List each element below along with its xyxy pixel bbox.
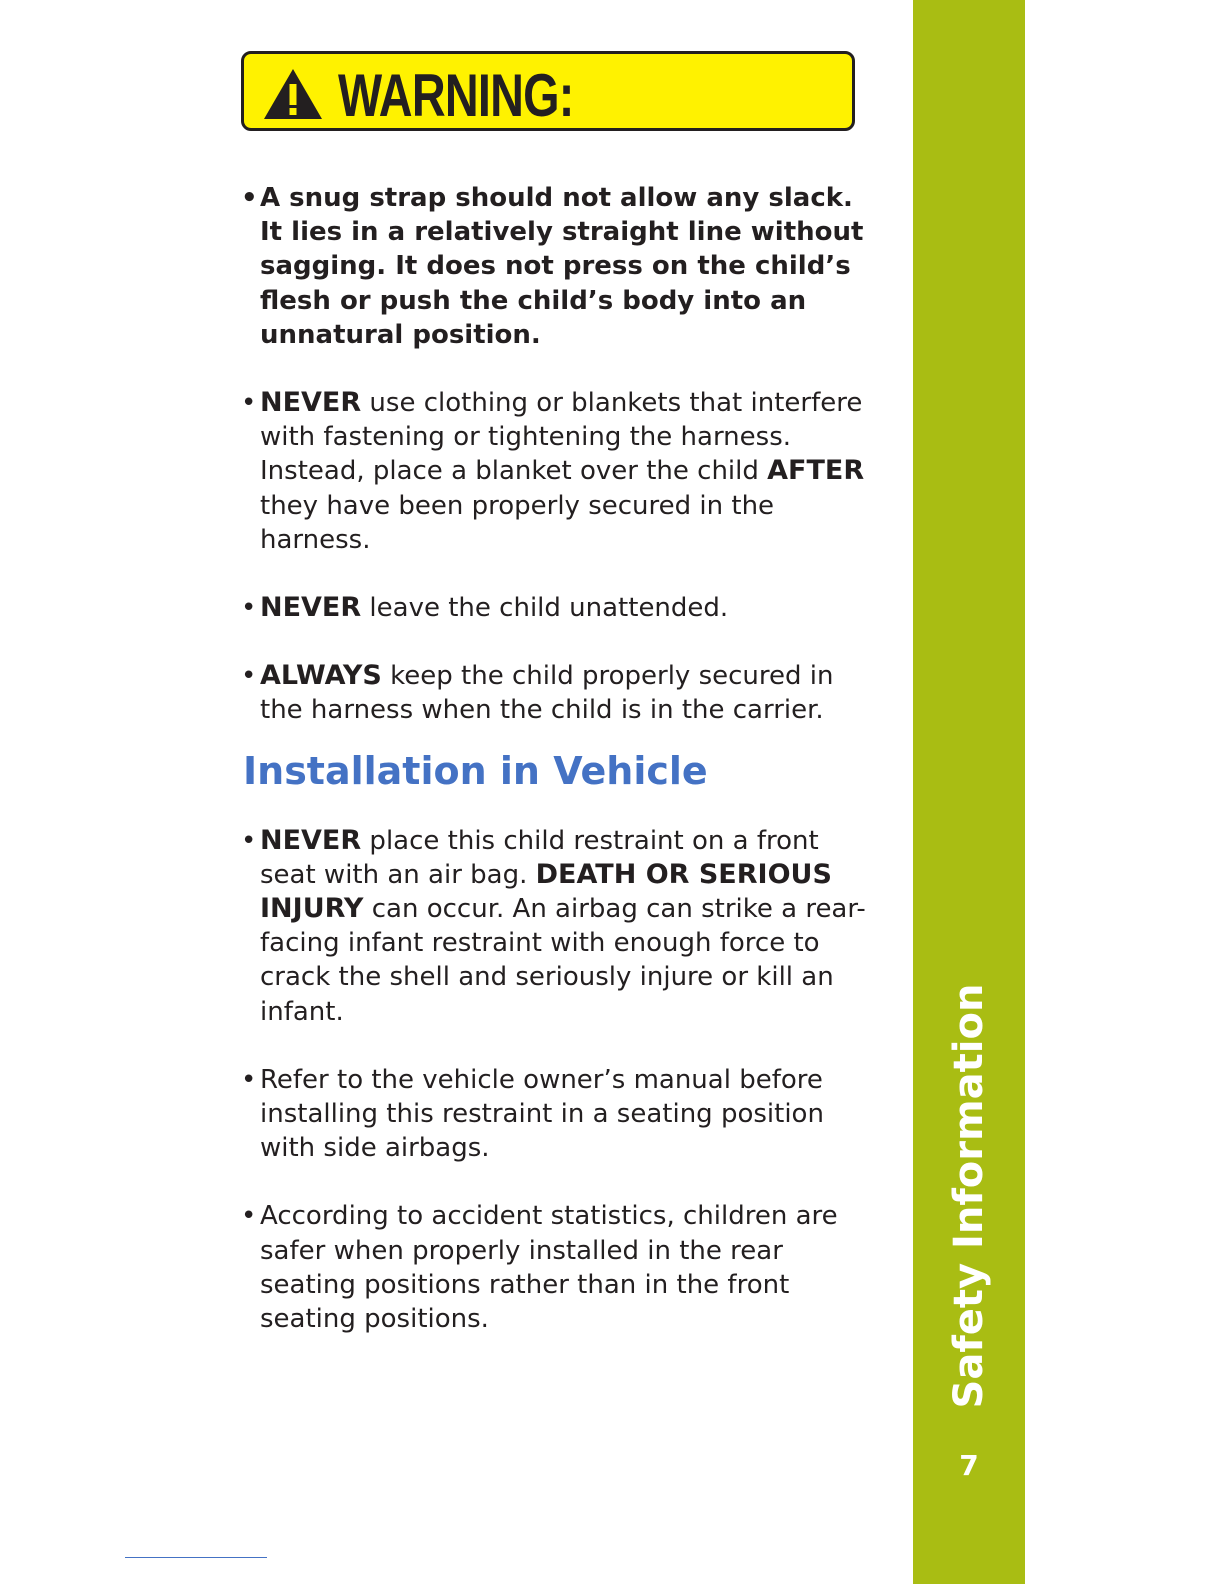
- warning-title: WARNING:: [338, 62, 574, 129]
- warning-item-text: A snug strap should not allow any slack. It lies in a relatively straight line without sagging. It does not press on the child’s flesh or push the child’s body into an unnatural position.: [260, 183, 864, 350]
- installation-item-text: Refer to the vehicle owner’s manual before installing this restraint in a seating position with side airbags.: [260, 1064, 824, 1164]
- installation-item-text: According to accident statistics, children are safer when properly installed in the rear seating positions rather than in the front seating positions.: [260, 1201, 838, 1335]
- warning-item-text: keep the child properly secured in the harness when the child is in the carrier.: [260, 661, 834, 726]
- warning-item-clothing: [241, 386, 881, 557]
- warning-item-text: they have been properly secured in the harness.: [260, 490, 775, 555]
- installation-item-emphasis: DEATH OR SERIOUS INJURY: [260, 858, 832, 925]
- warning-item-snug-strap: [241, 181, 881, 352]
- warning-item-secured: [241, 659, 881, 727]
- bullet: •: [241, 1201, 257, 1232]
- safety-content: [241, 181, 881, 1370]
- section-sidebar: [913, 0, 1025, 1584]
- warning-item-emphasis: AFTER: [767, 455, 865, 487]
- page-number: 7: [959, 1449, 979, 1482]
- warning-item-lead: NEVER: [260, 592, 362, 624]
- bullet: •: [241, 593, 257, 624]
- installation-item-statistics: [241, 1199, 881, 1336]
- bullet: •: [241, 661, 257, 692]
- bullet: •: [241, 1064, 257, 1095]
- warning-banner: [241, 51, 855, 131]
- warning-item-text: leave the child unattended.: [361, 593, 729, 624]
- sidebar-section-label: Safety Information: [946, 983, 992, 1409]
- warning-item-text: use clothing or blankets that interfere with fastening or tightening the harness. Instead, place a blanket over the child: [260, 388, 863, 487]
- installation-heading: Installation in Vehicle: [243, 748, 708, 793]
- installation-item-owners-manual: [241, 1063, 881, 1166]
- installation-item-airbag: [241, 824, 881, 1029]
- warning-item-lead: ALWAYS: [260, 660, 382, 692]
- bullet: •: [241, 825, 257, 856]
- bullet: •: [241, 183, 258, 213]
- warning-item-unattended: [241, 591, 881, 625]
- warning-triangle-icon: [262, 67, 324, 121]
- footnote-divider: [125, 1557, 267, 1558]
- installation-item-lead: NEVER: [260, 824, 362, 856]
- bullet: •: [241, 388, 257, 419]
- installation-item-text: place this child restraint on a front seat with an air bag.: [260, 825, 819, 890]
- warning-item-lead: NEVER: [260, 387, 362, 419]
- installation-item-text: can occur. An airbag can strike a rear-facing infant restraint with enough force to crack the shell and seriously injure or kill an infant.: [260, 894, 866, 1027]
